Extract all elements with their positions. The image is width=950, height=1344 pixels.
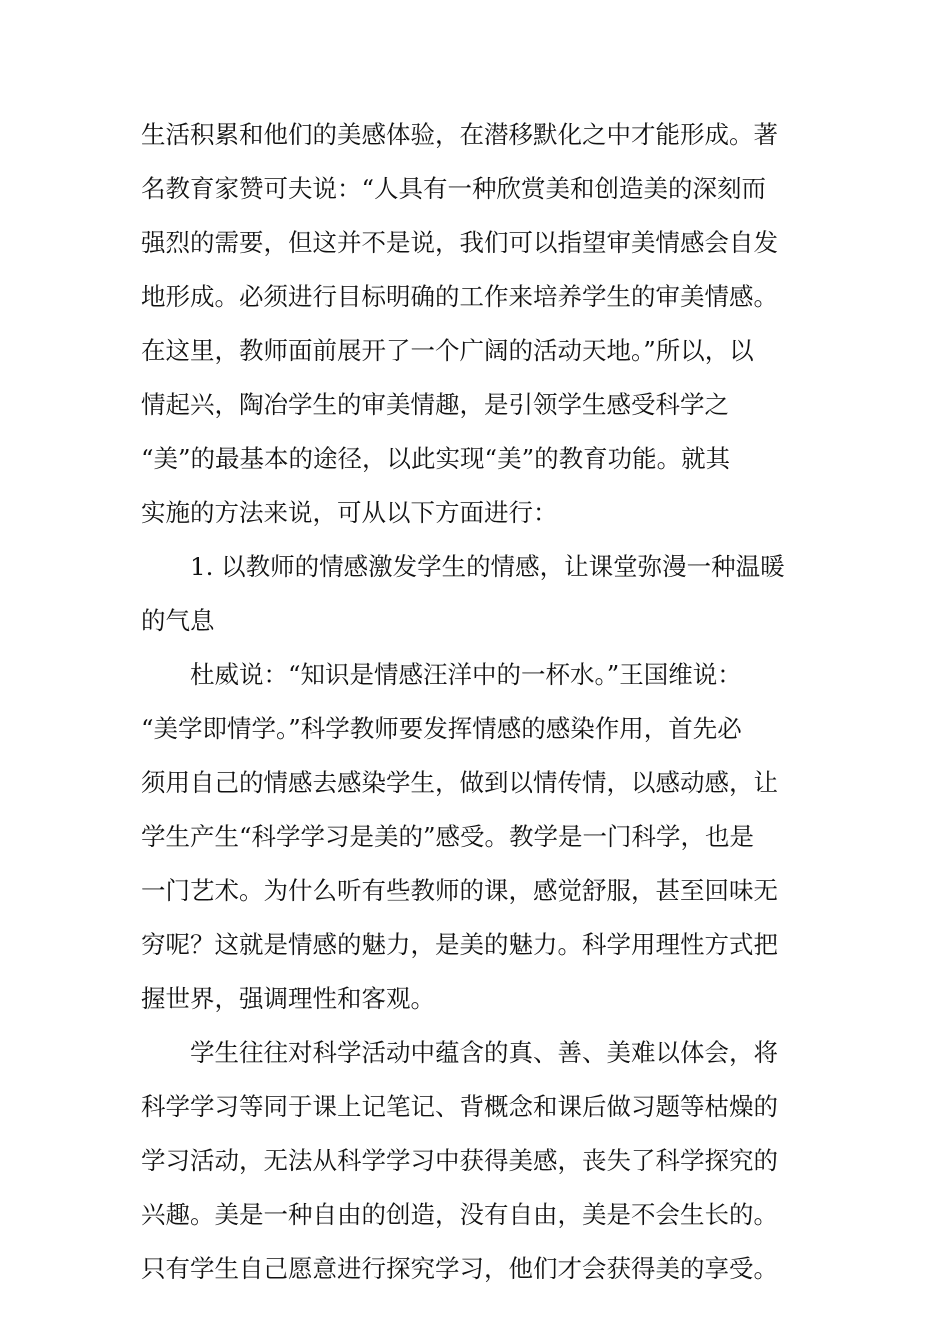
text-line: 地形成。必须进行目标明确的工作来培养学生的审美情感。	[141, 282, 778, 311]
text-line: 生活积累和他们的美感体验，在潜移默化之中才能形成。著	[141, 120, 778, 149]
text-line: 名教育家赞可夫说：“人具有一种欣赏美和创造美的深刻而	[141, 174, 767, 203]
text-line: 1. 以教师的情感激发学生的情感，让课堂弥漫一种温暖	[190, 552, 785, 581]
text-line: “美”的最基本的途径，以此实现“美”的教育功能。就其	[141, 444, 731, 473]
document-body	[141, 108, 811, 1296]
text-line: 学生产生“科学学习是美的”感受。教学是一门科学，也是	[141, 822, 755, 851]
text-line: 一门艺术。为什么听有些教师的课，感觉舒服，甚至回味无	[141, 876, 778, 905]
text-line: 的气息	[141, 606, 215, 635]
text-line: 科学学习等同于课上记笔记、背概念和课后做习题等枯燥的	[141, 1092, 778, 1121]
text-line: “美学即情学。”科学教师要发挥情感的感染作用，首先必	[141, 714, 742, 743]
text-line: 学生往往对科学活动中蕴含的真、善、美难以体会，将	[190, 1038, 778, 1067]
text-line: 须用自己的情感去感染学生，做到以情传情，以感动感，让	[141, 768, 778, 797]
text-line: 兴趣。美是一种自由的创造，没有自由，美是不会生长的。	[141, 1200, 778, 1229]
text-line: 杜威说：“知识是情感汪洋中的一杯水。”王国维说：	[190, 660, 742, 689]
text-line: 强烈的需要，但这并不是说，我们可以指望审美情感会自发	[141, 228, 778, 257]
text-line: 学习活动，无法从科学学习中获得美感，丧失了科学探究的	[141, 1146, 778, 1175]
text-line: 在这里，教师面前展开了一个广阔的活动天地。”所以，以	[141, 336, 754, 365]
text-line: 穷呢？这就是情感的魅力，是美的魅力。科学用理性方式把	[141, 930, 778, 959]
text-line: 只有学生自己愿意进行探究学习，他们才会获得美的享受。	[141, 1254, 778, 1283]
text-line: 握世界，强调理性和客观。	[141, 984, 435, 1013]
text-line: 情起兴，陶冶学生的审美情趣，是引领学生感受科学之	[141, 390, 729, 419]
text-line: 实施的方法来说，可从以下方面进行：	[141, 498, 558, 527]
